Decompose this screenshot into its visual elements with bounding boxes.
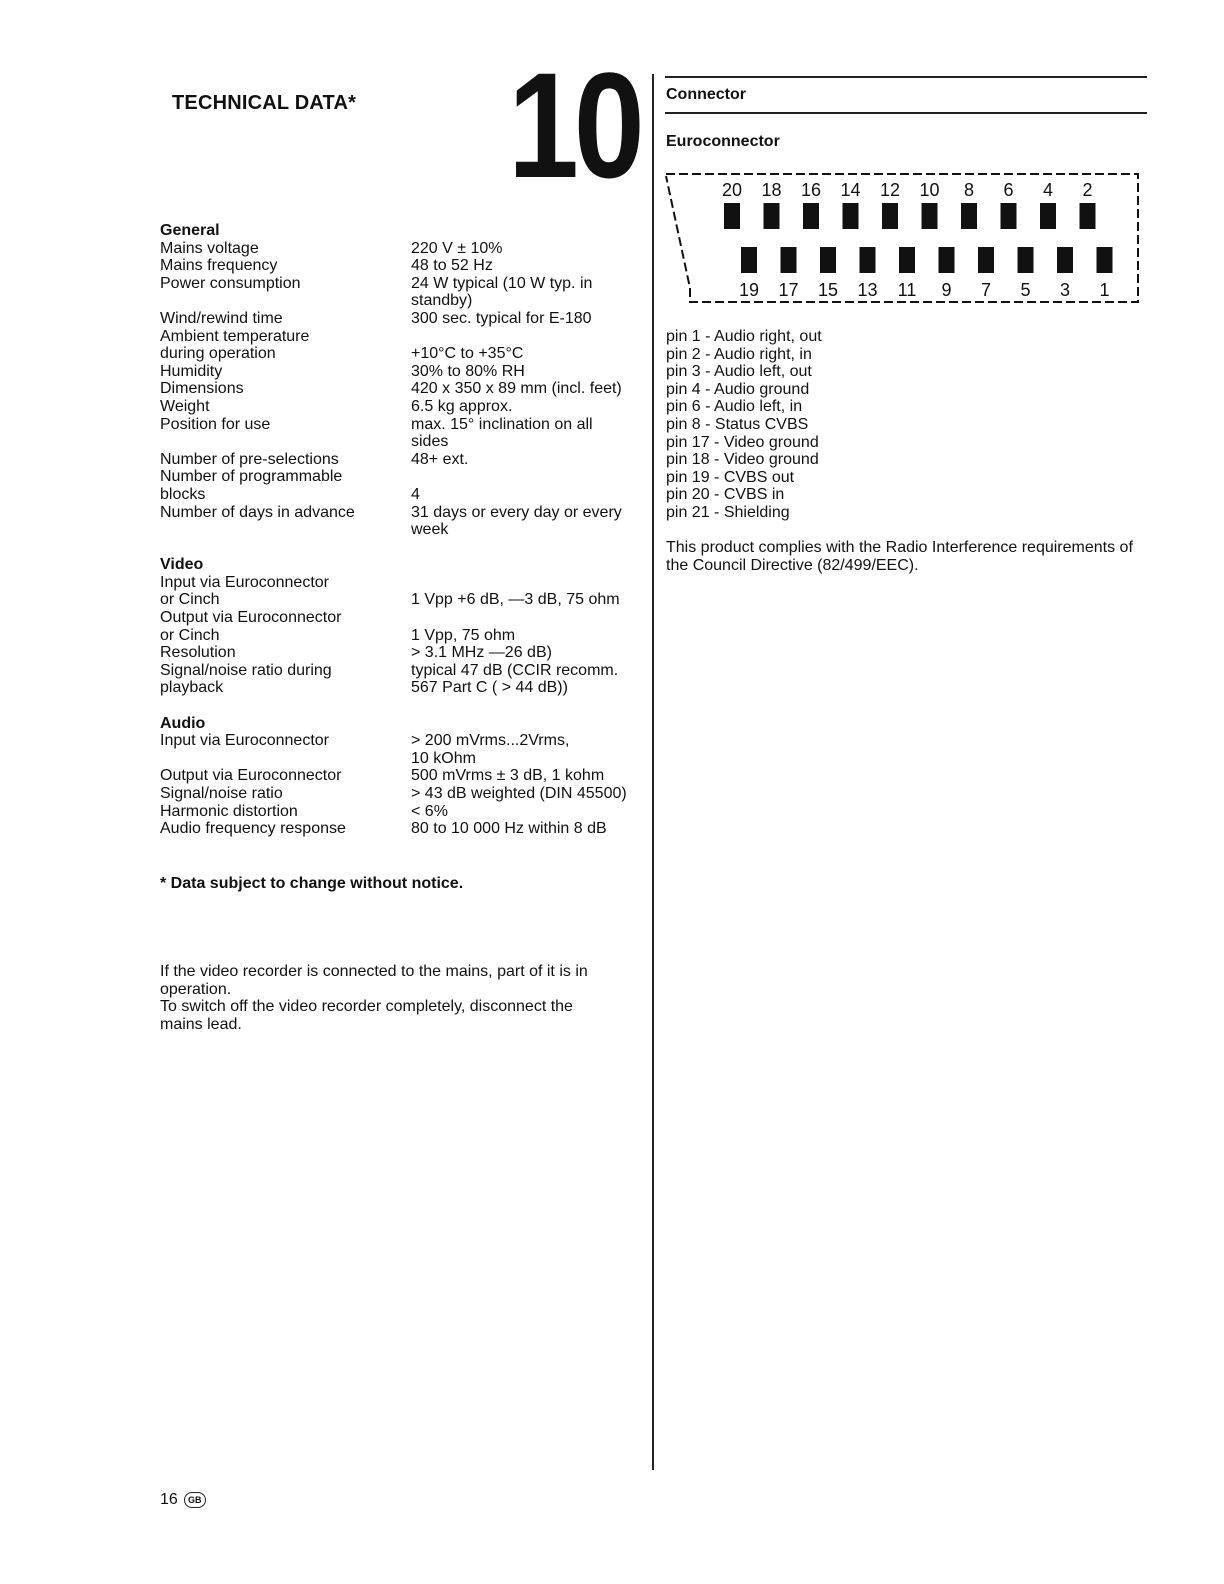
spec-label-line [160, 433, 411, 451]
spec-label [160, 240, 411, 258]
spec-label-line: Position for use [160, 415, 271, 433]
mains-note [160, 963, 630, 1033]
column-divider [652, 74, 654, 1470]
spec-value [411, 609, 650, 644]
pin-contact [882, 203, 898, 229]
spec-value-line: > 43 dB weighted (DIN 45500) [411, 785, 627, 802]
footnote: * Data subject to change without notice. [160, 875, 464, 892]
spec-value-line: > 3.1 MHz —26 dB) [411, 644, 552, 662]
pin-contact [922, 203, 938, 229]
spec-value-line [411, 609, 650, 627]
spec-value-line: +10°C to +35°C [411, 345, 524, 363]
pin-contact [1018, 247, 1034, 273]
spec-value [411, 257, 650, 275]
connector-heading: Connector [666, 86, 746, 103]
pin-number-label: 17 [778, 280, 799, 300]
spec-row [160, 803, 650, 821]
spec-label-line: Input via Euroconnector [160, 573, 329, 591]
spec-row [160, 574, 650, 609]
spec-label-line: Input via Euroconnector [160, 732, 329, 750]
pin-assignment: pin 1 - Audio right, out [666, 328, 822, 345]
spec-label [160, 257, 411, 275]
pin-contact [1057, 247, 1073, 273]
spec-value-line: 30% to 80% RH [411, 362, 525, 380]
spec-label [160, 574, 411, 609]
pin-number-label: 5 [1020, 280, 1031, 300]
spec-value-line: typical 47 dB (CCIR recomm. [411, 661, 619, 679]
spec-label [160, 363, 411, 381]
spec-value-line: > 200 mVrms...2Vrms, [411, 732, 570, 750]
spec-row [160, 275, 650, 310]
pin-contact [781, 247, 797, 273]
spec-row [160, 820, 650, 838]
spec-value [411, 328, 650, 363]
pin-assignment: pin 21 - Shielding [666, 503, 790, 521]
spec-row [160, 240, 650, 258]
connector-bottom-rule [665, 112, 1147, 114]
spec-label-line: Harmonic distortion [160, 802, 298, 820]
spec-value-line: 1 Vpp, 75 ohm [411, 626, 516, 644]
spec-label [160, 803, 411, 821]
spec-label-line: Mains frequency [160, 257, 278, 275]
spec-label-line: Resolution [160, 644, 236, 662]
pin-contact [961, 203, 977, 229]
spec-label [160, 328, 411, 363]
spec-row [160, 257, 650, 275]
spec-value-line: 567 Part C ( > 44 dB)) [411, 679, 568, 697]
pin-contact [724, 203, 740, 229]
spec-row [160, 767, 650, 785]
technical-specifications [160, 222, 650, 855]
pin-number-label: 15 [817, 280, 839, 300]
spec-value [411, 363, 650, 381]
spec-value-line: 48+ ext. [411, 450, 469, 468]
spec-label [160, 380, 411, 398]
spec-label-line [160, 750, 411, 768]
pin-number-label: 4 [1042, 180, 1054, 200]
spec-value-line: 220 V ± 10% [411, 239, 503, 257]
spec-label-line: Number of days in advance [160, 503, 355, 521]
spec-row [160, 662, 650, 697]
pin-assignment: pin 2 - Audio right, in [666, 345, 812, 363]
pin-assignment: pin 6 - Audio left, in [666, 398, 803, 416]
spec-label-line: Output via Euroconnector [160, 609, 342, 627]
compliance-note: This product complies with the Radio Interference requirements of the Council Directive (82/499/EEC). [666, 539, 1133, 574]
mains-note-line: To switch off the video recorder completely, disconnect the [160, 998, 573, 1016]
spec-row [160, 328, 650, 363]
spec-label-line: Number of pre-selections [160, 450, 339, 468]
pin-assignment: pin 19 - CVBS out [666, 468, 795, 486]
spec-value-line: 4 [411, 485, 420, 503]
spec-value [411, 275, 650, 310]
spec-value-line [411, 468, 650, 486]
spec-row [160, 468, 650, 503]
pin-number-label: 14 [840, 180, 861, 200]
spec-label [160, 275, 411, 310]
spec-value [411, 767, 650, 785]
spec-label-line: Power consumption [160, 274, 301, 292]
scart-pinout-diagram [662, 170, 1148, 310]
spec-label-line: Audio frequency response [160, 820, 346, 838]
spec-value-line: standby) [411, 292, 473, 310]
pin-contact [1040, 203, 1056, 229]
spec-value [411, 310, 650, 328]
spec-label-line: Mains voltage [160, 239, 259, 257]
spec-value [411, 416, 650, 451]
mains-note-line: operation. [160, 980, 232, 998]
spec-label [160, 416, 411, 451]
spec-value [411, 574, 650, 609]
spec-value [411, 398, 650, 416]
pin-number-label: 16 [800, 180, 822, 200]
chapter-number: 10 [508, 41, 640, 209]
spec-value [411, 732, 650, 767]
pin-number-label: 12 [879, 180, 901, 200]
spec-value [411, 820, 650, 838]
spec-value-line: 10 kOhm [411, 749, 476, 767]
spec-label [160, 785, 411, 803]
pin-number-label: 9 [941, 280, 952, 300]
spec-row [160, 363, 650, 381]
spec-value-line: max. 15° inclination on all [411, 415, 593, 433]
pin-number-label: 7 [980, 280, 992, 300]
spec-row [160, 785, 650, 803]
spec-label-line: during operation [160, 345, 276, 363]
pin-number-label: 3 [1059, 280, 1071, 300]
spec-label [160, 662, 411, 697]
spec-label [160, 767, 411, 785]
page-footer [160, 1491, 206, 1509]
spec-value-line [411, 328, 650, 346]
spec-value [411, 504, 650, 539]
spec-row [160, 644, 650, 662]
spec-value [411, 803, 650, 821]
pin-assignment: pin 17 - Video ground [666, 433, 819, 451]
pin-contact [899, 247, 915, 273]
pin-contact [1097, 247, 1113, 273]
pin-contact [978, 247, 994, 273]
spec-value-line: 31 days or every day or every [411, 503, 622, 521]
spec-value [411, 451, 650, 469]
spec-label [160, 820, 411, 838]
spec-row [160, 504, 650, 539]
spec-row [160, 310, 650, 328]
mains-note-line: mains lead. [160, 1015, 242, 1033]
spec-row [160, 380, 650, 398]
pin-contact [860, 247, 876, 273]
pin-number-label: 20 [721, 180, 743, 200]
spec-value [411, 662, 650, 697]
spec-value-line: 6.5 kg approx. [411, 397, 513, 415]
spec-section-heading: Audio [160, 714, 206, 732]
spec-value [411, 380, 650, 398]
spec-label-line: Ambient temperature [160, 327, 310, 345]
spec-label-line: blocks [160, 485, 206, 503]
pin-number-label: 1 [1099, 280, 1110, 300]
spec-label-line [160, 521, 411, 539]
spec-value-line: 420 x 350 x 89 mm (incl. feet) [411, 380, 622, 398]
spec-value-line: < 6% [411, 802, 448, 820]
pin-number-label: 19 [738, 280, 760, 300]
spec-row [160, 451, 650, 469]
spec-label [160, 468, 411, 503]
spec-label [160, 310, 411, 328]
pin-number-label: 10 [919, 180, 940, 200]
spec-label [160, 398, 411, 416]
spec-section [160, 222, 650, 539]
spec-label-line: or Cinch [160, 591, 220, 609]
pin-number-label: 18 [761, 180, 782, 200]
spec-value-line: sides [411, 433, 449, 451]
pin-assignment-list [666, 328, 822, 522]
pin-contact [843, 203, 859, 229]
spec-label-line: or Cinch [160, 626, 220, 644]
pin-assignment: pin 18 - Video ground [666, 451, 819, 469]
pin-contact [803, 203, 819, 229]
spec-value-line: 24 W typical (10 W typ. in [411, 274, 593, 292]
spec-section-heading: Video [160, 556, 204, 574]
spec-label [160, 732, 411, 767]
spec-value-line: 300 sec. typical for E-180 [411, 309, 592, 327]
spec-label [160, 451, 411, 469]
spec-section [160, 715, 650, 838]
spec-value-line: 48 to 52 Hz [411, 257, 493, 275]
spec-row [160, 416, 650, 451]
country-badge: GB [184, 1492, 206, 1508]
spec-label [160, 609, 411, 644]
pin-assignment: pin 3 - Audio left, out [666, 363, 812, 381]
pin-contact [741, 247, 757, 273]
pin-number-label: 2 [1082, 180, 1093, 200]
euroconnector-heading: Euroconnector [666, 133, 780, 150]
pin-number-label: 13 [857, 280, 878, 300]
spec-row [160, 609, 650, 644]
spec-value [411, 644, 650, 662]
spec-value-line: 500 mVrms ± 3 dB, 1 kohm [411, 767, 605, 785]
spec-value-line [411, 574, 650, 592]
spec-value [411, 240, 650, 258]
spec-value-line: 1 Vpp +6 dB, —3 dB, 75 ohm [411, 591, 620, 609]
pin-contact [939, 247, 955, 273]
spec-label-line [160, 292, 411, 310]
spec-value-line: 80 to 10 000 Hz within 8 dB [411, 820, 607, 838]
spec-value [411, 785, 650, 803]
spec-label [160, 504, 411, 539]
page-number: 16 [160, 1491, 178, 1508]
spec-label-line: Dimensions [160, 380, 244, 398]
spec-label-line: Signal/noise ratio during [160, 661, 332, 679]
pin-number-label: 6 [1003, 180, 1014, 200]
spec-section-heading: General [160, 222, 220, 239]
spec-label-line: Signal/noise ratio [160, 785, 283, 802]
spec-section [160, 556, 650, 697]
pin-number-label: 11 [897, 280, 917, 300]
spec-label-line: Output via Euroconnector [160, 767, 342, 785]
spec-label-line: playback [160, 679, 224, 697]
spec-value [411, 468, 650, 503]
spec-label-line: Number of programmable [160, 468, 343, 486]
pin-contact [1080, 203, 1096, 229]
pin-number-label: 8 [963, 180, 975, 200]
spec-row [160, 398, 650, 416]
mains-note-line: If the video recorder is connected to the mains, part of it is in [160, 963, 588, 980]
spec-value-line: week [411, 521, 449, 539]
spec-label-line: Weight [160, 397, 210, 415]
connector-top-rule [665, 76, 1147, 78]
spec-label-line: Humidity [160, 362, 223, 380]
spec-label-line: Wind/rewind time [160, 309, 283, 327]
spec-label [160, 644, 411, 662]
pin-contact [820, 247, 836, 273]
pin-assignment: pin 4 - Audio ground [666, 380, 810, 398]
spec-row [160, 732, 650, 767]
pin-assignment: pin 20 - CVBS in [666, 486, 785, 504]
pin-contact [1001, 203, 1017, 229]
page-title: TECHNICAL DATA* [172, 92, 357, 114]
pin-assignment: pin 8 - Status CVBS [666, 415, 809, 433]
pin-contact [764, 203, 780, 229]
